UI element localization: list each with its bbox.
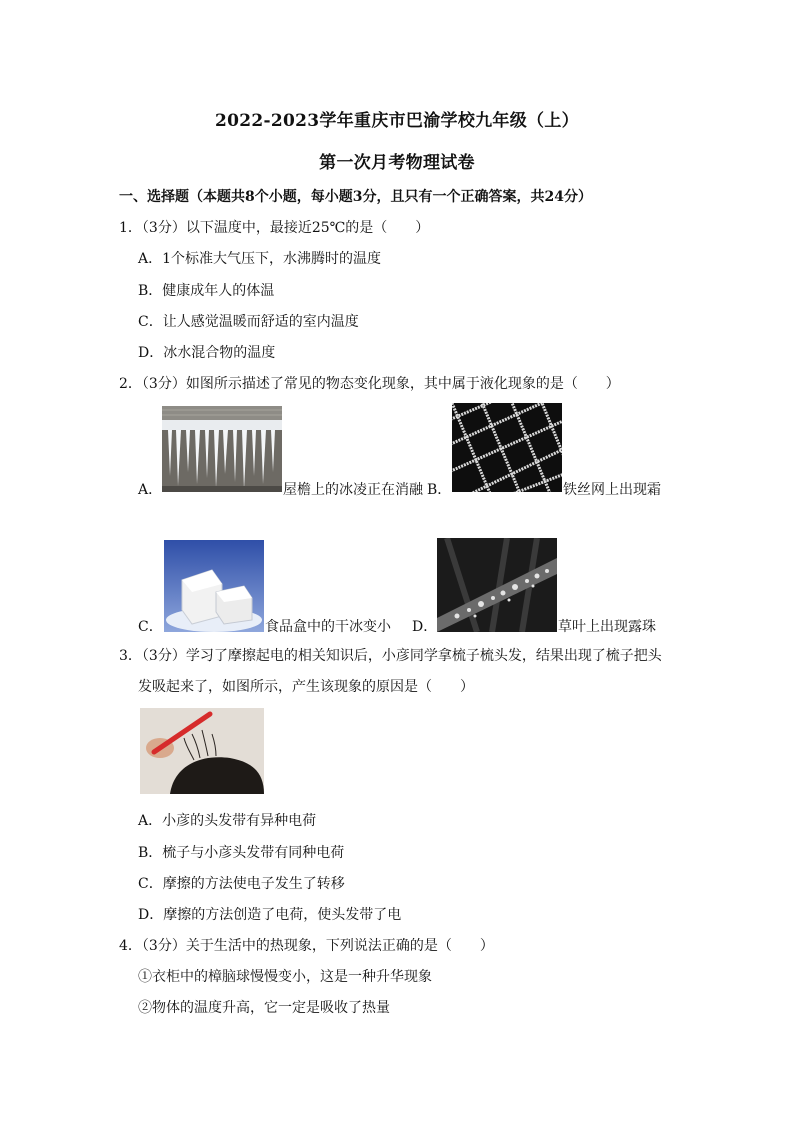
question-2-option-c-caption: 食品盒中的干冰变小 (265, 619, 391, 635)
icicles-image (162, 406, 282, 492)
question-1-option-b: B．健康成年人的体温 (138, 283, 275, 299)
question-1-stem: 1．（3分）以下温度中，最接近25℃的是（ ） (119, 220, 430, 236)
page-subtitle: 第一次月考物理试卷 (319, 153, 475, 173)
section-heading: 一、选择题（本题共8个小题，每小题3分，且只有一个正确答案，共24分） (119, 189, 592, 205)
question-3-stem-line1: 3．（3分）学习了摩擦起电的相关知识后，小彦同学拿梳子梳头发，结果出现了梳子把头 (119, 648, 662, 664)
question-3-option-a: A．小彦的头发带有异种电荷 (138, 813, 317, 829)
question-3-option-d: D．摩擦的方法创造了电荷，使头发带了电 (138, 907, 402, 923)
question-2-option-a-caption: 屋檐上的冰凌正在消融 (283, 482, 423, 498)
page-title: 2022-2023学年重庆市巴渝学校九年级（上） (215, 111, 579, 131)
question-4-item-2: ②物体的温度升高，它一定是吸收了热量 (138, 1000, 390, 1016)
question-1-option-a: A．1个标准大气压下，水沸腾时的温度 (138, 251, 382, 267)
question-2-option-b-caption: 铁丝网上出现霜 (563, 482, 661, 498)
question-3-stem-line2: 发吸起来了，如图所示，产生该现象的原因是（ ） (138, 679, 474, 695)
question-4-stem: 4．（3分）关于生活中的热现象，下列说法正确的是（ ） (119, 938, 494, 954)
question-2-option-c-letter: C． (138, 619, 163, 635)
question-3-option-c: C．摩擦的方法使电子发生了转移 (138, 876, 345, 892)
question-2-option-a-letter: A． (138, 482, 163, 498)
frost-mesh-image (452, 403, 562, 492)
question-4-item-1: ①衣柜中的樟脑球慢慢变小，这是一种升华现象 (138, 969, 432, 985)
question-2-option-d-caption: 草叶上出现露珠 (558, 619, 656, 635)
dry-ice-image (164, 540, 264, 632)
question-1-option-c: C．让人感觉温暖而舒适的室内温度 (138, 314, 359, 330)
question-2-option-b-letter: B． (427, 482, 452, 498)
comb-hair-image (140, 708, 264, 794)
question-2-option-d-letter: D． (412, 619, 438, 635)
question-2-stem: 2．（3分）如图所示描述了常见的物态变化现象，其中属于液化现象的是（ ） (119, 376, 620, 392)
dew-grass-image (437, 538, 557, 632)
question-3-option-b: B．梳子与小彦头发带有同种电荷 (138, 845, 345, 861)
question-1-option-d: D．冰水混合物的温度 (138, 345, 276, 361)
